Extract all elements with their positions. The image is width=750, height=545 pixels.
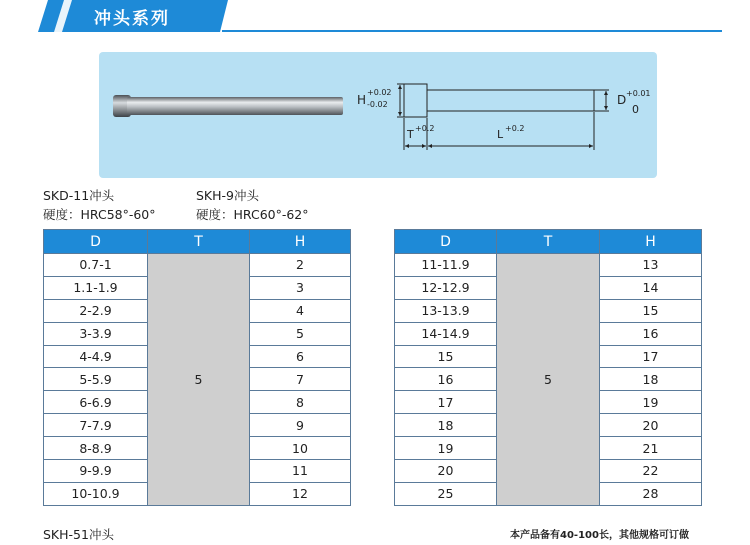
cell-d: 9-9.9: [44, 460, 148, 483]
cell-h: 3: [250, 276, 351, 299]
cell-d: 15: [395, 345, 497, 368]
cell-h: 4: [250, 299, 351, 322]
cell-d: 20: [395, 460, 497, 483]
cell-h: 18: [600, 368, 702, 391]
cell-h: 5: [250, 322, 351, 345]
table-row: [44, 254, 351, 277]
cell-h: 17: [600, 345, 702, 368]
skd11-hardness: 硬度：HRC58°-60°: [43, 207, 156, 222]
cell-h: 22: [600, 460, 702, 483]
cell-d: 8-8.9: [44, 437, 148, 460]
dim-l-tol: +0.2: [505, 124, 525, 133]
cell-d: 13-13.9: [395, 299, 497, 322]
cell-h: 11: [250, 460, 351, 483]
cell-h: 13: [600, 254, 702, 277]
size-table-left: [43, 229, 351, 506]
cell-d: 10-10.9: [44, 482, 148, 505]
header-divider: [222, 30, 722, 32]
dim-h-tol-plus: +0.02: [367, 88, 392, 97]
dim-t-tol: +0.2: [415, 124, 435, 133]
cell-d: 14-14.9: [395, 322, 497, 345]
punch-illustration-panel: [99, 52, 657, 178]
dim-d-label: D: [617, 93, 627, 107]
cell-h: 20: [600, 414, 702, 437]
table-header-row: [395, 230, 702, 254]
cell-h: 14: [600, 276, 702, 299]
dim-d-tol-plus: +0.01: [626, 89, 651, 98]
col-header-d: D: [395, 230, 497, 254]
cell-d: 1.1-1.9: [44, 276, 148, 299]
cell-h: 16: [600, 322, 702, 345]
cell-d: 19: [395, 437, 497, 460]
size-table-right: [394, 229, 702, 506]
dim-l-label: L: [497, 128, 504, 141]
cell-d: 5-5.9: [44, 368, 148, 391]
header-banner: [38, 0, 228, 32]
skh51-name: SKH-51冲头: [43, 527, 114, 542]
cell-h: 15: [600, 299, 702, 322]
table-header-row: [44, 230, 351, 254]
cell-d: 2-2.9: [44, 299, 148, 322]
cell-d: 25: [395, 482, 497, 505]
cell-h: 21: [600, 437, 702, 460]
cell-t: 5: [148, 254, 250, 506]
cell-h: 8: [250, 391, 351, 414]
col-header-t: T: [148, 230, 250, 254]
col-header-d: D: [44, 230, 148, 254]
availability-note: 本产品备有40-100长，其他规格可订做: [510, 530, 689, 541]
cell-h: 2: [250, 254, 351, 277]
cell-d: 4-4.9: [44, 345, 148, 368]
cell-d: 6-6.9: [44, 391, 148, 414]
cell-d: 12-12.9: [395, 276, 497, 299]
col-header-h: H: [250, 230, 351, 254]
page-title: 冲头系列: [94, 9, 170, 29]
col-header-t: T: [497, 230, 600, 254]
skd11-name: SKD-11冲头: [43, 188, 115, 203]
cell-h: 6: [250, 345, 351, 368]
cell-d: 3-3.9: [44, 322, 148, 345]
cell-d: 18: [395, 414, 497, 437]
dim-h-label: H: [357, 93, 367, 107]
dim-d-tol-zero: 0: [632, 103, 639, 116]
cell-t: 5: [497, 254, 600, 506]
cell-d: 11-11.9: [395, 254, 497, 277]
cell-h: 9: [250, 414, 351, 437]
cell-h: 28: [600, 482, 702, 505]
cell-d: 17: [395, 391, 497, 414]
cell-d: 7-7.9: [44, 414, 148, 437]
cell-h: 12: [250, 482, 351, 505]
col-header-h: H: [600, 230, 702, 254]
cell-d: 16: [395, 368, 497, 391]
cell-h: 19: [600, 391, 702, 414]
dim-h-tol-minus: -0.02: [367, 100, 388, 109]
skh9-name: SKH-9冲头: [196, 188, 259, 203]
dim-t-label: T: [407, 128, 414, 141]
cell-h: 7: [250, 368, 351, 391]
punch-drawing: [99, 52, 657, 178]
cell-h: 10: [250, 437, 351, 460]
skh9-hardness: 硬度：HRC60°-62°: [196, 207, 309, 222]
table-row: [395, 254, 702, 277]
cell-d: 0.7-1: [44, 254, 148, 277]
